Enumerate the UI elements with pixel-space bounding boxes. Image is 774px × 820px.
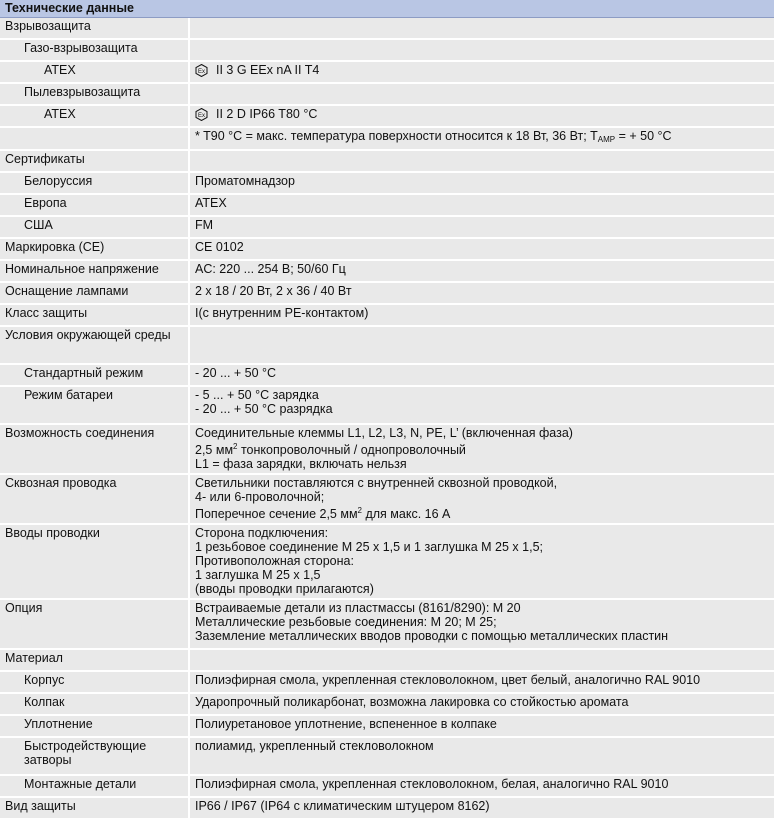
row-value: AC: 220 ... 254 В; 50/60 Гц	[189, 260, 774, 282]
table-row	[0, 216, 774, 238]
table-row	[0, 18, 774, 39]
table-row	[0, 304, 774, 326]
row-value: Полиэфирная смола, укрепленная стекловолокном, белая, аналогично RAL 9010	[189, 775, 774, 797]
row-value: ATEX	[189, 194, 774, 216]
table-row	[0, 39, 774, 61]
table-row	[0, 424, 774, 474]
row-label: Пылевзрывозащита	[0, 83, 189, 105]
table-row	[0, 61, 774, 83]
row-label: Оснащение лампами	[0, 282, 189, 304]
row-label: Материал	[0, 649, 189, 671]
row-label: Газо-взрывозащита	[0, 39, 189, 61]
ex-hexagon-icon	[195, 108, 208, 121]
table-row	[0, 599, 774, 649]
table-row	[0, 775, 774, 797]
row-label: Маркировка (CE)	[0, 238, 189, 260]
table-row	[0, 524, 774, 599]
table-row	[0, 649, 774, 671]
row-label: Вводы проводки	[0, 524, 189, 599]
table-row	[0, 797, 774, 819]
table-row	[0, 737, 774, 775]
row-value: I(с внутренним PE-контактом)	[189, 304, 774, 326]
row-value: IP66 / IP67 (IP64 с климатическим штуцером 8162)	[189, 797, 774, 819]
ex-hexagon-icon	[195, 64, 208, 77]
table-row	[0, 127, 774, 150]
table-row	[0, 326, 774, 364]
row-value: Светильники поставляются с внутренней сквозной проводкой, 4- или 6-проволочной; Поперечное сечение 2,5 $мм^2$ для макс. 16 А	[189, 474, 774, 524]
row-label: Условия окружающей среды	[0, 326, 189, 364]
table-row	[0, 282, 774, 304]
row-label: Монтажные детали	[0, 775, 189, 797]
table-row	[0, 386, 774, 424]
row-value: Проматомнадзор	[189, 172, 774, 194]
dust-atex-value: II 2 D IP66 T80 °C	[216, 107, 318, 121]
row-value: Встраиваемые детали из пластмассы (8161/8290): M 20 Металлические резьбовые соединения: M 20; M 25; Заземление металлических вводов проводки с помощью металлических пластин	[189, 599, 774, 649]
row-label: Режим батареи	[0, 386, 189, 424]
row-label: Быстродействующие затворы	[0, 737, 189, 775]
row-value: Полиуретановое уплотнение, вспененное в колпаке	[189, 715, 774, 737]
row-value: Полиэфирная смола, укрепленная стекловолокном, цвет белый, аналогично RAL 9010	[189, 671, 774, 693]
row-label: Европа	[0, 194, 189, 216]
temperature-note: * T90 °C = макс. температура поверхности относится к 18 Вт, 36 Вт; $T_{AMP}$ = + 50 °C	[189, 127, 774, 150]
table-row	[0, 150, 774, 172]
row-label: США	[0, 216, 189, 238]
row-value: полиамид, укрепленный стекловолокном	[189, 737, 774, 775]
table-row	[0, 671, 774, 693]
table-row	[0, 474, 774, 524]
row-label: Сквозная проводка	[0, 474, 189, 524]
table-row	[0, 238, 774, 260]
row-value: 2 x 18 / 20 Вт, 2 x 36 / 40 Вт	[189, 282, 774, 304]
table-row	[0, 364, 774, 386]
row-value: FM	[189, 216, 774, 238]
svg-text:Ex: Ex	[197, 69, 206, 75]
gas-atex-value: II 3 G EEx nA II T4	[216, 63, 320, 77]
row-label: ATEX	[0, 61, 189, 83]
row-value: - 20 ... + 50 °C	[189, 364, 774, 386]
row-label: Взрывозащита	[0, 18, 189, 39]
row-label: Стандартный режим	[0, 364, 189, 386]
row-label: Сертификаты	[0, 150, 189, 172]
table-row	[0, 194, 774, 216]
table-row	[0, 715, 774, 737]
row-value: Сторона подключения: 1 резьбовое соединение M 25 x 1,5 и 1 заглушка M 25 x 1,5; Противоположная сторона: 1 заглушка M 25 x 1,5 (вводы проводки прилагаются)	[189, 524, 774, 599]
row-label: Уплотнение	[0, 715, 189, 737]
row-label: Возможность соединения	[0, 424, 189, 474]
spec-table	[0, 18, 774, 820]
table-row	[0, 260, 774, 282]
row-label: Номинальное напряжение	[0, 260, 189, 282]
row-label: Корпус	[0, 671, 189, 693]
page-title: Технические данные	[0, 0, 774, 18]
row-value: Соединительные клеммы L1, L2, L3, N, PE, L’ (включенная фаза) 2,5 $мм^2$ тонкопроволочный / однопроволочный L1 = фаза зарядки, включать нельзя	[189, 424, 774, 474]
table-row	[0, 105, 774, 127]
row-label: Класс защиты	[0, 304, 189, 326]
svg-text:Ex: Ex	[197, 113, 206, 119]
table-row	[0, 693, 774, 715]
row-label: ATEX	[0, 105, 189, 127]
row-label: Опция	[0, 599, 189, 649]
row-value: Ударопрочный поликарбонат, возможна лакировка со стойкостью аромата	[189, 693, 774, 715]
row-label: Вид защиты	[0, 797, 189, 819]
table-row	[0, 83, 774, 105]
table-row	[0, 172, 774, 194]
row-label: Колпак	[0, 693, 189, 715]
row-value: - 5 ... + 50 °C зарядка - 20 ... + 50 °C разрядка	[189, 386, 774, 424]
row-value: CE 0102	[189, 238, 774, 260]
row-label: Белоруссия	[0, 172, 189, 194]
